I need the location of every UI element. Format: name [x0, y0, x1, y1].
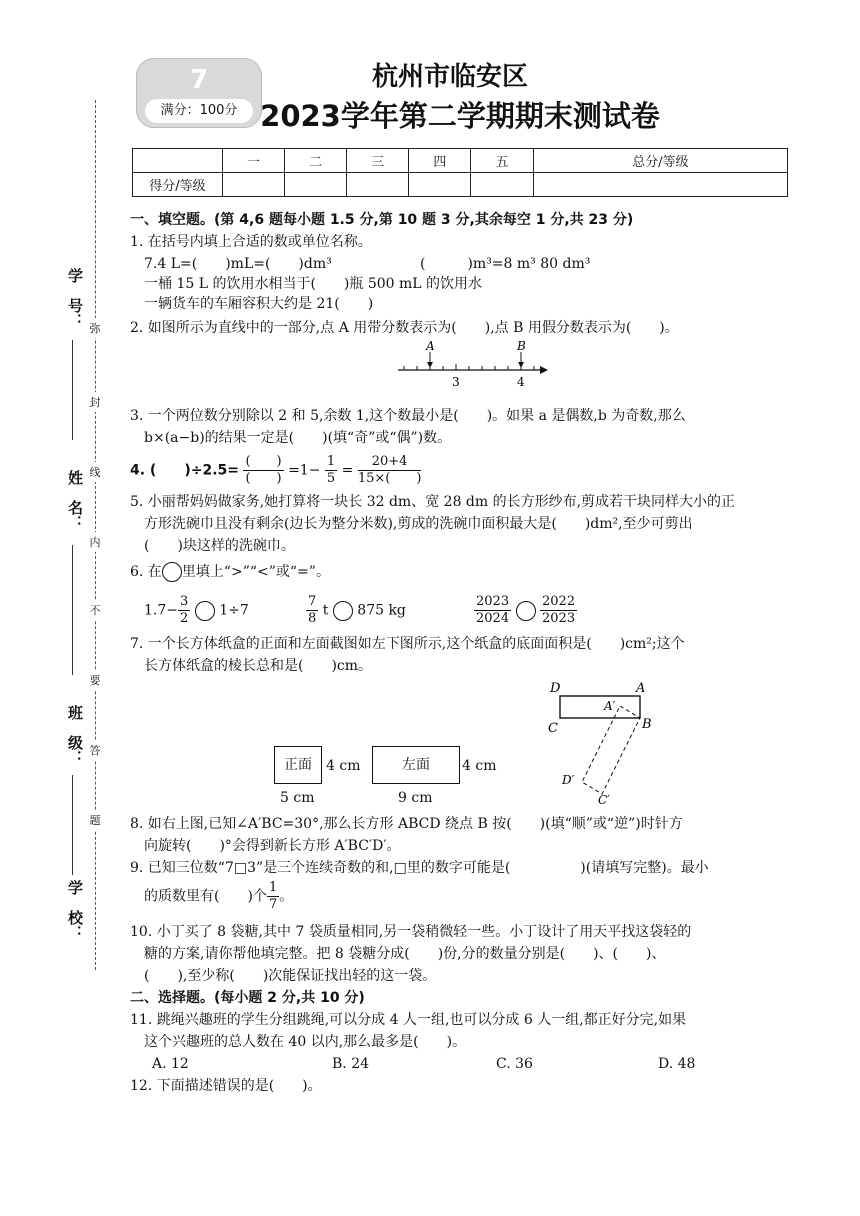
- q6-e3-num2: 2022: [542, 594, 576, 609]
- q12-text[interactable]: 12. 下面描述错误的是( )。: [130, 1078, 322, 1094]
- name-blank[interactable]: [72, 545, 73, 675]
- q3-line2[interactable]: b×(a−b)的结果一定是( )(填“奇”或“偶”)数。: [144, 430, 452, 446]
- compare-circle-3[interactable]: [516, 601, 536, 621]
- rectangle-abcd: [560, 696, 640, 718]
- test-number-badge: [136, 58, 262, 128]
- q7-line1[interactable]: 7. 一个长方体纸盒的正面和左面截图如左下图所示,这个纸盒的底面面积是( )cm²;这个: [130, 636, 685, 652]
- q9-line2[interactable]: [144, 880, 293, 913]
- q8-line2[interactable]: 向旋转( )°会得到新长方形 A′BC′D′。: [144, 838, 401, 854]
- number-line: [390, 340, 550, 390]
- score-table-col-total: 总分/等级: [533, 149, 787, 173]
- q4-frac2-den: 5: [326, 471, 336, 486]
- q4-frac3-den: 15×( ): [357, 471, 422, 486]
- q11-line2[interactable]: 这个兴趣班的总人数在 40 以内,那么最多是( )。: [144, 1034, 467, 1050]
- q4-eq: =: [341, 462, 354, 479]
- class-blank[interactable]: [72, 775, 73, 875]
- q7-line2[interactable]: 长方体纸盒的棱长总和是( )cm。: [144, 658, 373, 674]
- number-line-arrow: [540, 366, 548, 374]
- seal-char-2: 封: [89, 392, 101, 412]
- q3-line1[interactable]: 3. 一个两位数分别除以 2 和 5,余数 1,这个数最小是( )。如果 a 是偶数,b 为奇数,那么: [130, 408, 686, 424]
- q2-text[interactable]: 2. 如图所示为直线中的一部分,点 A 用带分数表示为( ),点 B 用假分数表示为( )。: [130, 320, 679, 336]
- name-text: 姓 名：: [66, 470, 84, 530]
- q9-line1[interactable]: 9. 已知三位数“7□3”是三个连续奇数的和,□里的数字可能是( )(请填写完整)。最小: [130, 860, 709, 876]
- q11-option-b[interactable]: B. 24: [332, 1056, 370, 1072]
- q6-e3-num1: 2023: [476, 594, 510, 609]
- compare-circle-1[interactable]: [195, 601, 215, 621]
- point-b-label: B: [517, 340, 526, 353]
- q11-line1: 11. 跳绳兴趣班的学生分组跳绳,可以分成 4 人一组,也可以分成 6 人一组,都正好分完,如果: [130, 1012, 687, 1028]
- tick-label-4: 4: [517, 375, 525, 389]
- point-b-arrowhead: [518, 362, 524, 368]
- q5-line3[interactable]: ( )块这样的洗碗巾。: [144, 538, 295, 554]
- q11-option-d[interactable]: D. 48: [658, 1056, 696, 1072]
- q9-frac-den: 7: [268, 897, 278, 912]
- q4-prefix: 4. ( )÷2.5=: [130, 462, 239, 479]
- score-table-col-4: 四: [409, 149, 471, 173]
- q1-text: 1. 在括号内填上合适的数或单位名称。: [130, 234, 372, 250]
- q6-expr2: [306, 594, 406, 627]
- q4-frac1-den: ( ): [245, 471, 282, 486]
- score-cell-1[interactable]: [223, 173, 285, 197]
- q11-option-c[interactable]: C. 36: [496, 1056, 533, 1072]
- q6-e3-den2: 2023: [542, 611, 576, 626]
- q10-line3[interactable]: ( ),至少称( )次能保证找出轻的这一袋。: [144, 968, 437, 984]
- test-number: 7: [189, 65, 209, 95]
- page-title-region: 杭州市临安区: [371, 62, 528, 92]
- q6-e2-num: 7: [308, 594, 317, 609]
- q4-frac3-num: 20+4: [358, 454, 422, 471]
- vertex-c-prime: C′: [598, 793, 610, 806]
- q4-frac2-num: 1: [326, 454, 336, 469]
- class-label: [62, 705, 82, 765]
- point-a-label: A: [426, 340, 435, 353]
- q6-text: [130, 562, 330, 583]
- score-table-col-1: 一: [223, 149, 285, 173]
- number-line-ticks: [404, 364, 534, 370]
- q6-e3-frac2: [540, 594, 577, 627]
- q9-line2a: 的质数里有( )个: [144, 888, 267, 905]
- q1-part-a[interactable]: 7.4 L=( )mL=( )dm³: [144, 256, 332, 272]
- q4-mid: =1−: [288, 462, 321, 479]
- vertex-c: C: [548, 721, 558, 736]
- vertex-d: D: [550, 681, 561, 696]
- name-label: [62, 470, 82, 530]
- q4-equation[interactable]: [130, 454, 421, 487]
- q5-line1: 5. 小丽帮妈妈做家务,她打算将一块长 32 dm、宽 28 dm 的长方形纱布,剪成若干块同样大小的正: [130, 494, 736, 510]
- q6-e2-a: t: [322, 602, 329, 619]
- q4-frac2: [325, 454, 337, 487]
- q1-part-d[interactable]: 一辆货车的车厢容积大约是 21( ): [144, 296, 374, 312]
- left-width-label: 9 cm: [398, 790, 433, 806]
- rotation-figure: [540, 676, 670, 806]
- q6-e1-frac: [178, 594, 190, 627]
- section1-heading: 一、填空题。(第 4,6 题每小题 1.5 分,第 10 题 3 分,其余每空 1 分,共 23 分): [130, 212, 634, 228]
- q6-e2-frac: [306, 594, 318, 627]
- q4-frac1[interactable]: [243, 454, 283, 487]
- rectangle-abcpdp: [582, 706, 640, 794]
- q1-part-b[interactable]: ( )m³=8 m³ 80 dm³: [420, 256, 591, 272]
- score-table: [132, 148, 788, 197]
- compare-circle-2[interactable]: [333, 601, 353, 621]
- seal-char-4: 内: [89, 532, 101, 552]
- school-label: [62, 880, 82, 940]
- score-cell-3[interactable]: [347, 173, 409, 197]
- score-table-col-3: 三: [347, 149, 409, 173]
- q6-e1-num: 3: [180, 594, 189, 609]
- student-id-text: 学 号：: [66, 268, 84, 328]
- q5-line2[interactable]: 方形洗碗巾且没有剩余(边长为整分米数),剪成的洗碗巾面积最大是( )dm²,至少可剪出: [144, 516, 693, 532]
- q6-expr3: [474, 594, 577, 627]
- left-face-rect: 左面: [372, 746, 460, 784]
- score-cell-2[interactable]: [285, 173, 347, 197]
- student-id-blank[interactable]: [72, 340, 73, 440]
- vertex-a: A: [636, 681, 646, 696]
- q9-frac-num: 1: [268, 880, 278, 895]
- seal-char-7: 答: [89, 740, 101, 760]
- q10-line1: 10. 小丁买了 8 袋糖,其中 7 袋质量相同,另一袋稍微轻一些。小丁设计了用天平找这袋轻的: [130, 924, 692, 940]
- page-title-exam: 2023学年第二学期期末测试卷: [260, 99, 660, 133]
- seal-char-8: 题: [89, 810, 101, 830]
- score-table-row-label: 得分/等级: [133, 173, 223, 197]
- front-width-label: 5 cm: [280, 790, 315, 806]
- vertex-b: B: [642, 717, 652, 732]
- score-table-col-2: 二: [285, 149, 347, 173]
- vertex-a-prime: A′: [604, 699, 616, 713]
- q6-e1-a: 1.7−: [144, 602, 178, 619]
- vertex-d-prime: D′: [562, 773, 575, 787]
- student-id-label: [62, 268, 82, 328]
- section2-heading: 二、选择题。(每小题 2 分,共 10 分): [130, 990, 365, 1006]
- q6-e2-den: 8: [308, 611, 317, 626]
- compare-circle-icon: [162, 562, 182, 582]
- q10-line2[interactable]: 糖的方案,请你帮他填完整。把 8 袋糖分成( )份,分的数量分别是( )、( )、: [144, 946, 666, 962]
- q6-text-a: 6. 在: [130, 564, 162, 580]
- q6-e3-den1: 2024: [476, 611, 510, 626]
- q6-e2-b: 875 kg: [357, 602, 406, 619]
- q4-frac3[interactable]: [358, 454, 422, 487]
- q11-option-a[interactable]: A. 12: [152, 1056, 189, 1072]
- score-table-score-row: [133, 173, 788, 197]
- seal-char-3: 线: [89, 462, 101, 482]
- q6-e1-b: 1÷7: [219, 602, 249, 619]
- q9-line2b: 。: [279, 888, 294, 905]
- point-a-arrowhead: [427, 362, 433, 368]
- q6-e1-den: 2: [180, 611, 189, 626]
- front-face-rect: 正面: [274, 746, 322, 784]
- q9-frac: [267, 880, 279, 913]
- full-score-label: 满分：100分: [145, 99, 253, 123]
- q6-expr1: [144, 594, 249, 627]
- q6-e3-frac1: [474, 594, 511, 627]
- q1-part-c[interactable]: 一桶 15 L 的饮用水相当于( )瓶 500 mL 的饮用水: [144, 276, 483, 292]
- seal-char-5: 不: [89, 600, 101, 620]
- q6-text-b: 里填上“>”“<”或“=”。: [181, 564, 330, 580]
- score-table-header-row: [133, 149, 788, 173]
- tick-label-3: 3: [452, 375, 460, 389]
- score-cell-5[interactable]: [471, 173, 533, 197]
- score-cell-total[interactable]: [533, 173, 787, 197]
- left-height-label: 4 cm: [462, 758, 497, 774]
- q4-frac1-num: ( ): [245, 454, 282, 469]
- class-text: 班 级：: [66, 705, 84, 765]
- front-height-label: 4 cm: [326, 758, 361, 774]
- score-table-corner: [133, 149, 223, 173]
- score-table-col-5: 五: [471, 149, 533, 173]
- score-cell-4[interactable]: [409, 173, 471, 197]
- school-text: 学 校：: [66, 880, 84, 940]
- seal-char-1: 弥: [89, 318, 101, 338]
- q8-line1[interactable]: 8. 如右上图,已知∠A′BC=30°,那么长方形 ABCD 绕点 B 按( )(填“顺”或“逆”)时针方: [130, 816, 683, 832]
- seal-char-6: 要: [89, 670, 101, 690]
